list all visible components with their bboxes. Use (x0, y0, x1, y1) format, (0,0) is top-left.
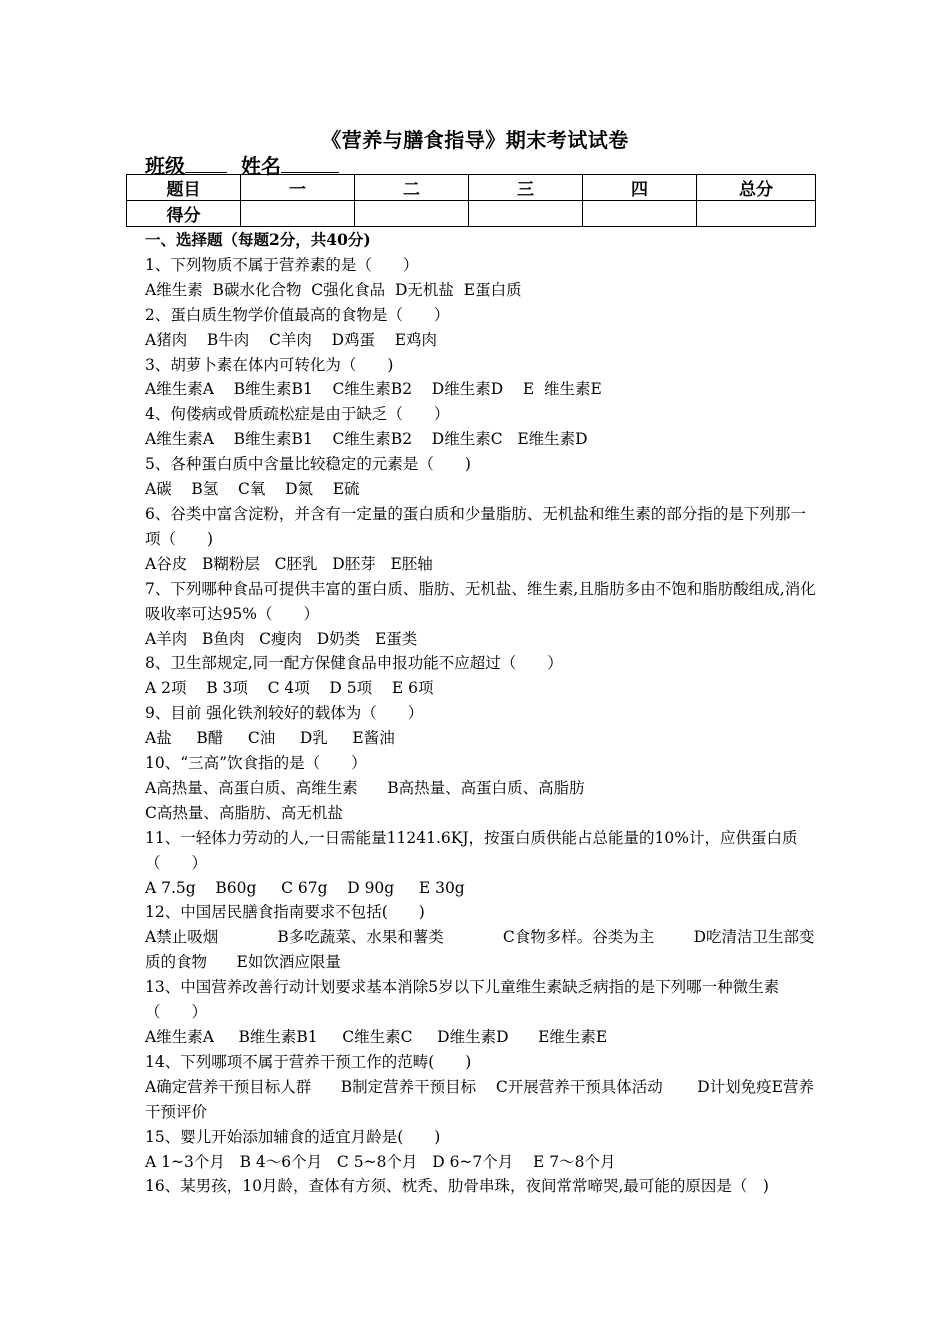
answer-options: C高热量、高脂肪、高无机盐 (145, 803, 343, 822)
header-cell: 总分 (697, 175, 816, 201)
exam-title: 《营养与膳食指导》期末考试试卷 (321, 128, 629, 152)
answer-options: A羊肉 B鱼肉 C瘦肉 D奶类 E蛋类 (145, 629, 418, 648)
question-text: 5、各种蛋白质中含量比较稳定的元素是（ ) (145, 455, 471, 474)
header-cell: 四 (583, 175, 697, 201)
class-label: 班级 (145, 154, 185, 178)
question-text: 16、某男孩，10月龄，查体有方须、枕秃、肋骨串珠，夜间常常啼哭,最可能的原因是（ ) (145, 1177, 769, 1196)
answer-options: A盐 B醋 C油 D乳 E酱油 (145, 729, 395, 748)
section-heading: 一、选择题（每题2分，共40分) (145, 230, 371, 249)
header-cell: 二 (355, 175, 469, 201)
answer-options: A禁止吸烟 B多吃蔬菜、水果和薯类 C食物多样。谷类为主 D吃清洁卫生部变质的食物 E如饮酒应限量 (145, 928, 815, 972)
answer-options: A 1~3个月 B 4～6个月 C 5~8个月 D 6~7个月 E 7～8个月 (145, 1152, 616, 1171)
row-label: 得分 (127, 201, 241, 227)
answer-options: A维生素A B维生素B1 C维生素B2 D维生素C E维生素D (145, 430, 588, 449)
answer-options: A维生素A B维生素B1 C维生素B2 D维生素D E 维生素E (145, 380, 602, 399)
score-cell[interactable] (355, 201, 469, 227)
question-text: 9、目前 强化铁剂较好的载体为（ ） (145, 704, 424, 723)
answer-options: A确定营养干预目标人群 B制定营养干预目标 C开展营养干预具体活动 D计划免疫E营养干预评价 (145, 1077, 814, 1121)
exam-body (145, 228, 817, 1199)
question-list (145, 253, 817, 1199)
answer-options: A 2项 B 3项 C 4项 D 5项 E 6项 (145, 679, 434, 698)
answer-options: A维生素A B维生素B1 C维生素C D维生素D E维生素E (145, 1028, 608, 1046)
score-cell[interactable] (583, 201, 697, 227)
header-cell: 题目 (127, 175, 241, 201)
question-text: 11、一轻体力劳动的人,一日需能量11241.6KJ，按蛋白质供能占总能量的10%计，应供蛋白质（ ） (145, 828, 798, 872)
answer-options: A碳 B氢 C氧 D氮 E硫 (145, 480, 360, 499)
question-text: 14、下列哪项不属于营养干预工作的范畴( ) (145, 1052, 472, 1071)
name-label: 姓名 (241, 154, 281, 178)
question-text: 12、中国居民膳食指南要求不包括( ) (145, 903, 425, 922)
question-text: 4、佝偻病或骨质疏松症是由于缺乏（ ） (145, 405, 450, 424)
score-cell[interactable] (469, 201, 583, 227)
question-text: 3、胡萝卜素在体内可转化为（ ) (145, 355, 394, 374)
question-text: 13、中国营养改善行动计划要求基本消除5岁以下儿童维生素缺乏病指的是下列哪一种微生素（ ） (145, 978, 780, 1022)
question-text: 8、卫生部规定,同一配方保健食品申报功能不应超过（ ） (145, 654, 563, 673)
answer-options: A高热量、高蛋白质、高维生素 B高热量、高蛋白质、高脂肪 (145, 778, 585, 797)
question-text: 2、蛋白质生物学价值最高的食物是（ ） (145, 305, 450, 324)
answer-options: A 7.5g B60g C 67g D 90g E 30g (145, 878, 465, 897)
score-table-row (127, 201, 816, 227)
score-table-header (127, 175, 816, 201)
answer-options: A维生素 B碳水化合物 C强化食品 D无机盐 E蛋白质 (145, 280, 522, 299)
score-cell[interactable] (697, 201, 816, 227)
answer-options: A猪肉 B牛肉 C羊肉 D鸡蛋 E鸡肉 (145, 330, 438, 349)
question-text: 1、下列物质不属于营养素的是（ ） (145, 255, 419, 274)
question-text: 15、婴儿开始添加辅食的适宜月龄是( ) (145, 1127, 441, 1146)
class-blank[interactable] (185, 152, 227, 173)
score-cell[interactable] (241, 201, 355, 227)
question-text: 7、下列哪种食品可提供丰富的蛋白质、脂肪、无机盐、维生素,且脂肪多由不饱和脂肪酸组成,消化吸收率可达95%（ ） (145, 579, 816, 623)
header-cell: 一 (241, 175, 355, 201)
question-text: 10、“三高”饮食指的是（ ） (145, 754, 367, 773)
name-blank[interactable] (281, 152, 339, 173)
question-text: 6、谷类中富含淀粉，并含有一定量的蛋白质和少量脂肪、无机盐和维生素的部分指的是下列那一项（ ) (145, 504, 806, 548)
score-table (126, 174, 816, 227)
answer-options: A谷皮 B糊粉层 C胚乳 D胚芽 E胚轴 (145, 554, 433, 573)
header-cell: 三 (469, 175, 583, 201)
